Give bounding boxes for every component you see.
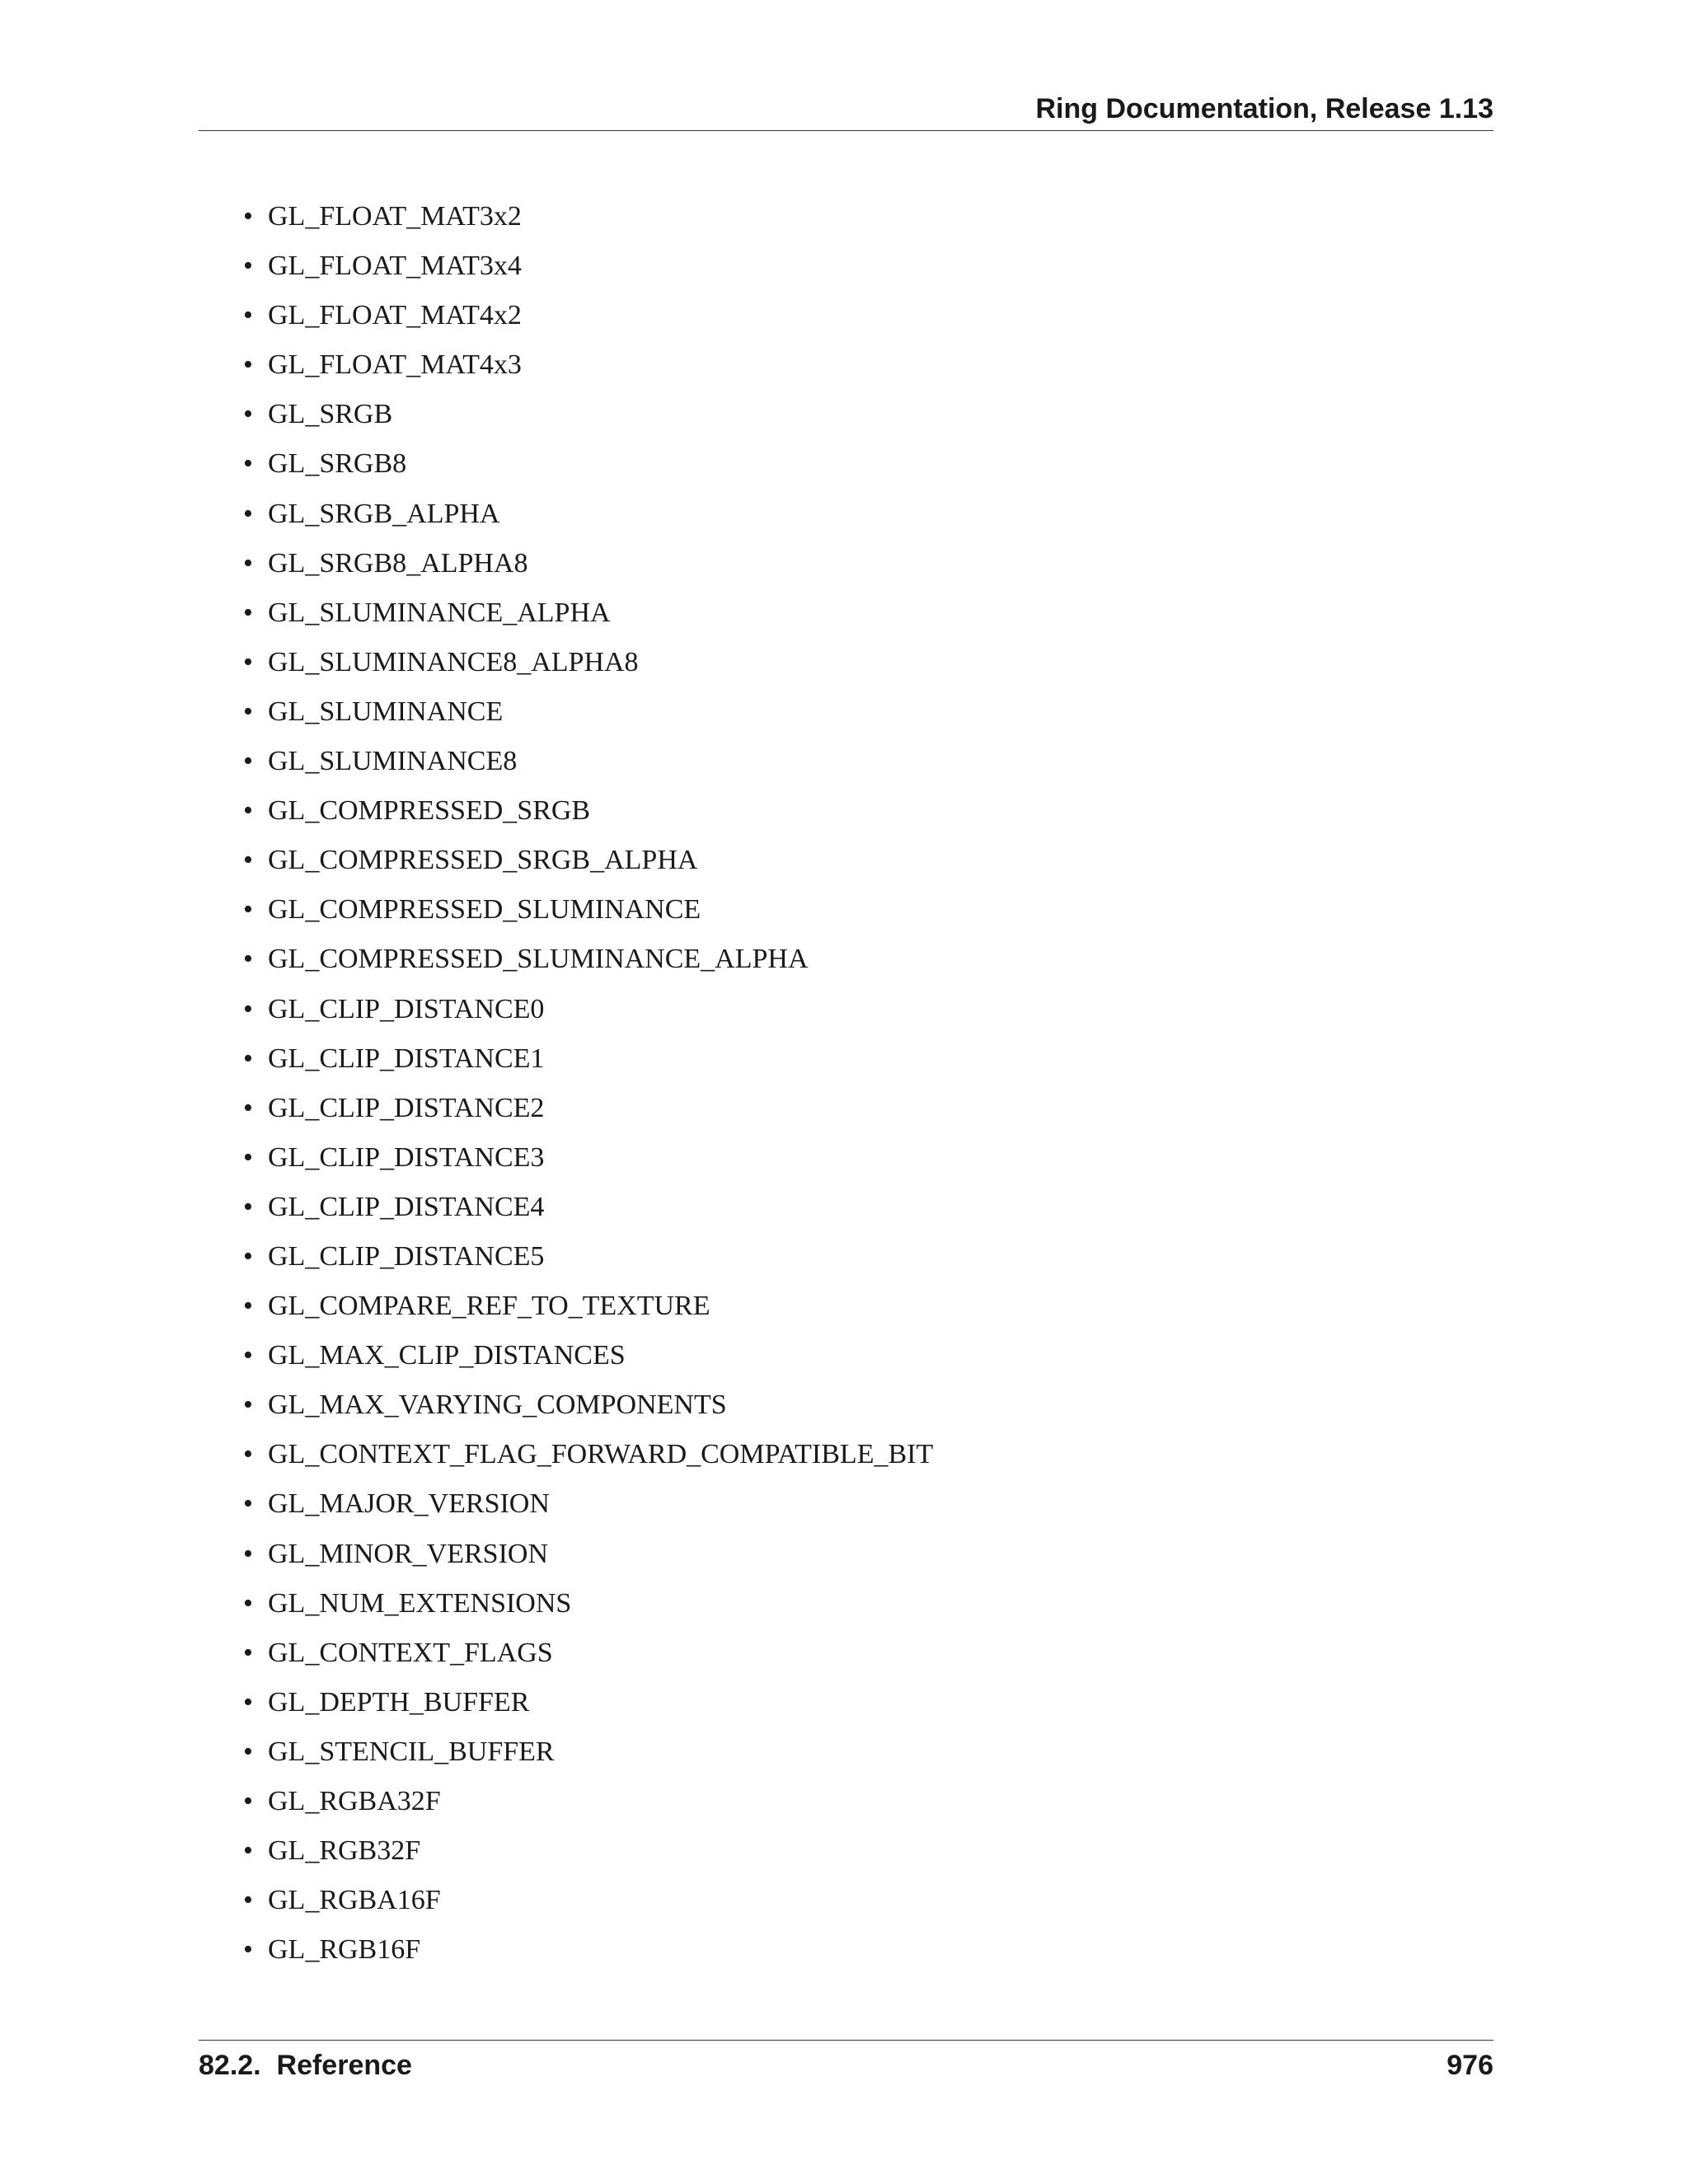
list-item-text: GL_FLOAT_MAT3x4 xyxy=(268,251,522,282)
bullet-icon: • xyxy=(243,547,253,579)
bullet-icon: • xyxy=(243,498,253,529)
list-item-text: GL_FLOAT_MAT3x2 xyxy=(268,201,522,232)
list-item-text: GL_FLOAT_MAT4x3 xyxy=(268,349,522,381)
list-item-text: GL_FLOAT_MAT4x2 xyxy=(268,300,522,331)
list-item-text: GL_SRGB8_ALPHA8 xyxy=(268,547,528,579)
footer-divider xyxy=(199,2040,1493,2041)
bullet-icon: • xyxy=(243,696,253,727)
list-item-text: GL_SLUMINANCE8_ALPHA8 xyxy=(268,646,639,677)
footer-section-title: 82.2. Reference xyxy=(199,2050,412,2081)
bullet-icon: • xyxy=(243,1835,253,1867)
list-item-text: GL_RGBA32F xyxy=(268,1786,441,1816)
header-divider xyxy=(199,130,1493,131)
bullet-icon: • xyxy=(243,1637,253,1668)
list-item-text: GL_COMPRESSED_SRGB_ALPHA xyxy=(268,845,698,876)
bullet-icon: • xyxy=(243,1439,253,1470)
list-item-text: GL_COMPRESSED_SLUMINANCE xyxy=(268,894,701,926)
list-item-text: GL_NUM_EXTENSIONS xyxy=(268,1587,572,1619)
bullet-icon: • xyxy=(243,201,253,232)
list-item-text: GL_CLIP_DISTANCE2 xyxy=(268,1092,545,1123)
bullet-icon: • xyxy=(243,1686,253,1718)
list-item-text: GL_CONTEXT_FLAGS xyxy=(268,1637,553,1668)
list-item-text: GL_RGB32F xyxy=(268,1835,421,1867)
bullet-icon: • xyxy=(243,1736,253,1767)
bullet-icon: • xyxy=(243,1141,253,1173)
bullet-icon: • xyxy=(243,1240,253,1272)
list-item-text: GL_COMPARE_REF_TO_TEXTURE xyxy=(268,1291,710,1322)
bullet-icon: • xyxy=(243,597,253,628)
page-number: 976 xyxy=(1447,2050,1493,2081)
bullet-icon: • xyxy=(243,1934,253,1966)
bullet-icon: • xyxy=(243,746,253,777)
bullet-icon: • xyxy=(243,399,253,430)
list-item-text: GL_CLIP_DISTANCE4 xyxy=(268,1191,545,1222)
list-item-text: GL_CLIP_DISTANCE3 xyxy=(268,1141,545,1173)
bullet-icon: • xyxy=(243,1092,253,1123)
bullet-icon: • xyxy=(243,1538,253,1569)
list-item-text: GL_SLUMINANCE_ALPHA xyxy=(268,597,611,628)
bullet-icon: • xyxy=(243,1786,253,1816)
list-item-text: GL_CLIP_DISTANCE0 xyxy=(268,993,545,1024)
bullet-icon: • xyxy=(243,448,253,480)
list-item-text: GL_SRGB xyxy=(268,399,393,430)
list-item-text: GL_COMPRESSED_SLUMINANCE_ALPHA xyxy=(268,944,809,975)
bullet-icon: • xyxy=(243,1340,253,1371)
bullet-icon: • xyxy=(243,845,253,876)
bullet-icon: • xyxy=(243,944,253,975)
bullet-icon: • xyxy=(243,300,253,331)
bullet-icon: • xyxy=(243,1043,253,1074)
list-item-text: GL_SLUMINANCE8 xyxy=(268,746,518,777)
bullet-icon: • xyxy=(243,1587,253,1619)
list-item-text: GL_COMPRESSED_SRGB xyxy=(268,795,591,827)
list-item-text: GL_SRGB8 xyxy=(268,448,407,480)
list-item-text: GL_CLIP_DISTANCE5 xyxy=(268,1240,545,1272)
bullet-icon: • xyxy=(243,1488,253,1520)
list-item-text: GL_MINOR_VERSION xyxy=(268,1538,548,1569)
list-item-text: GL_SLUMINANCE xyxy=(268,696,504,727)
bullet-icon: • xyxy=(243,1885,253,1916)
list-item-text: GL_SRGB_ALPHA xyxy=(268,498,500,529)
list-item-text: GL_RGBA16F xyxy=(268,1885,441,1916)
list-item-text: GL_RGB16F xyxy=(268,1934,421,1966)
bullet-icon: • xyxy=(243,646,253,677)
bullet-icon: • xyxy=(243,1390,253,1421)
list-item-text: GL_MAX_CLIP_DISTANCES xyxy=(268,1340,626,1371)
list-item-text: GL_CONTEXT_FLAG_FORWARD_COMPATIBLE_BIT xyxy=(268,1439,934,1470)
bullet-icon: • xyxy=(243,251,253,282)
bullet-icon: • xyxy=(243,795,253,827)
list-item-text: GL_MAJOR_VERSION xyxy=(268,1488,550,1520)
list-item-text: GL_STENCIL_BUFFER xyxy=(268,1736,555,1767)
list-item-text: GL_CLIP_DISTANCE1 xyxy=(268,1043,545,1074)
bullet-icon: • xyxy=(243,894,253,926)
list-item-text: GL_DEPTH_BUFFER xyxy=(268,1686,530,1718)
bullet-icon: • xyxy=(243,993,253,1024)
page-header-title: Ring Documentation, Release 1.13 xyxy=(1035,93,1493,124)
bullet-icon: • xyxy=(243,1191,253,1222)
list-item-text: GL_MAX_VARYING_COMPONENTS xyxy=(268,1390,727,1421)
bullet-icon: • xyxy=(243,349,253,381)
bullet-icon: • xyxy=(243,1291,253,1322)
